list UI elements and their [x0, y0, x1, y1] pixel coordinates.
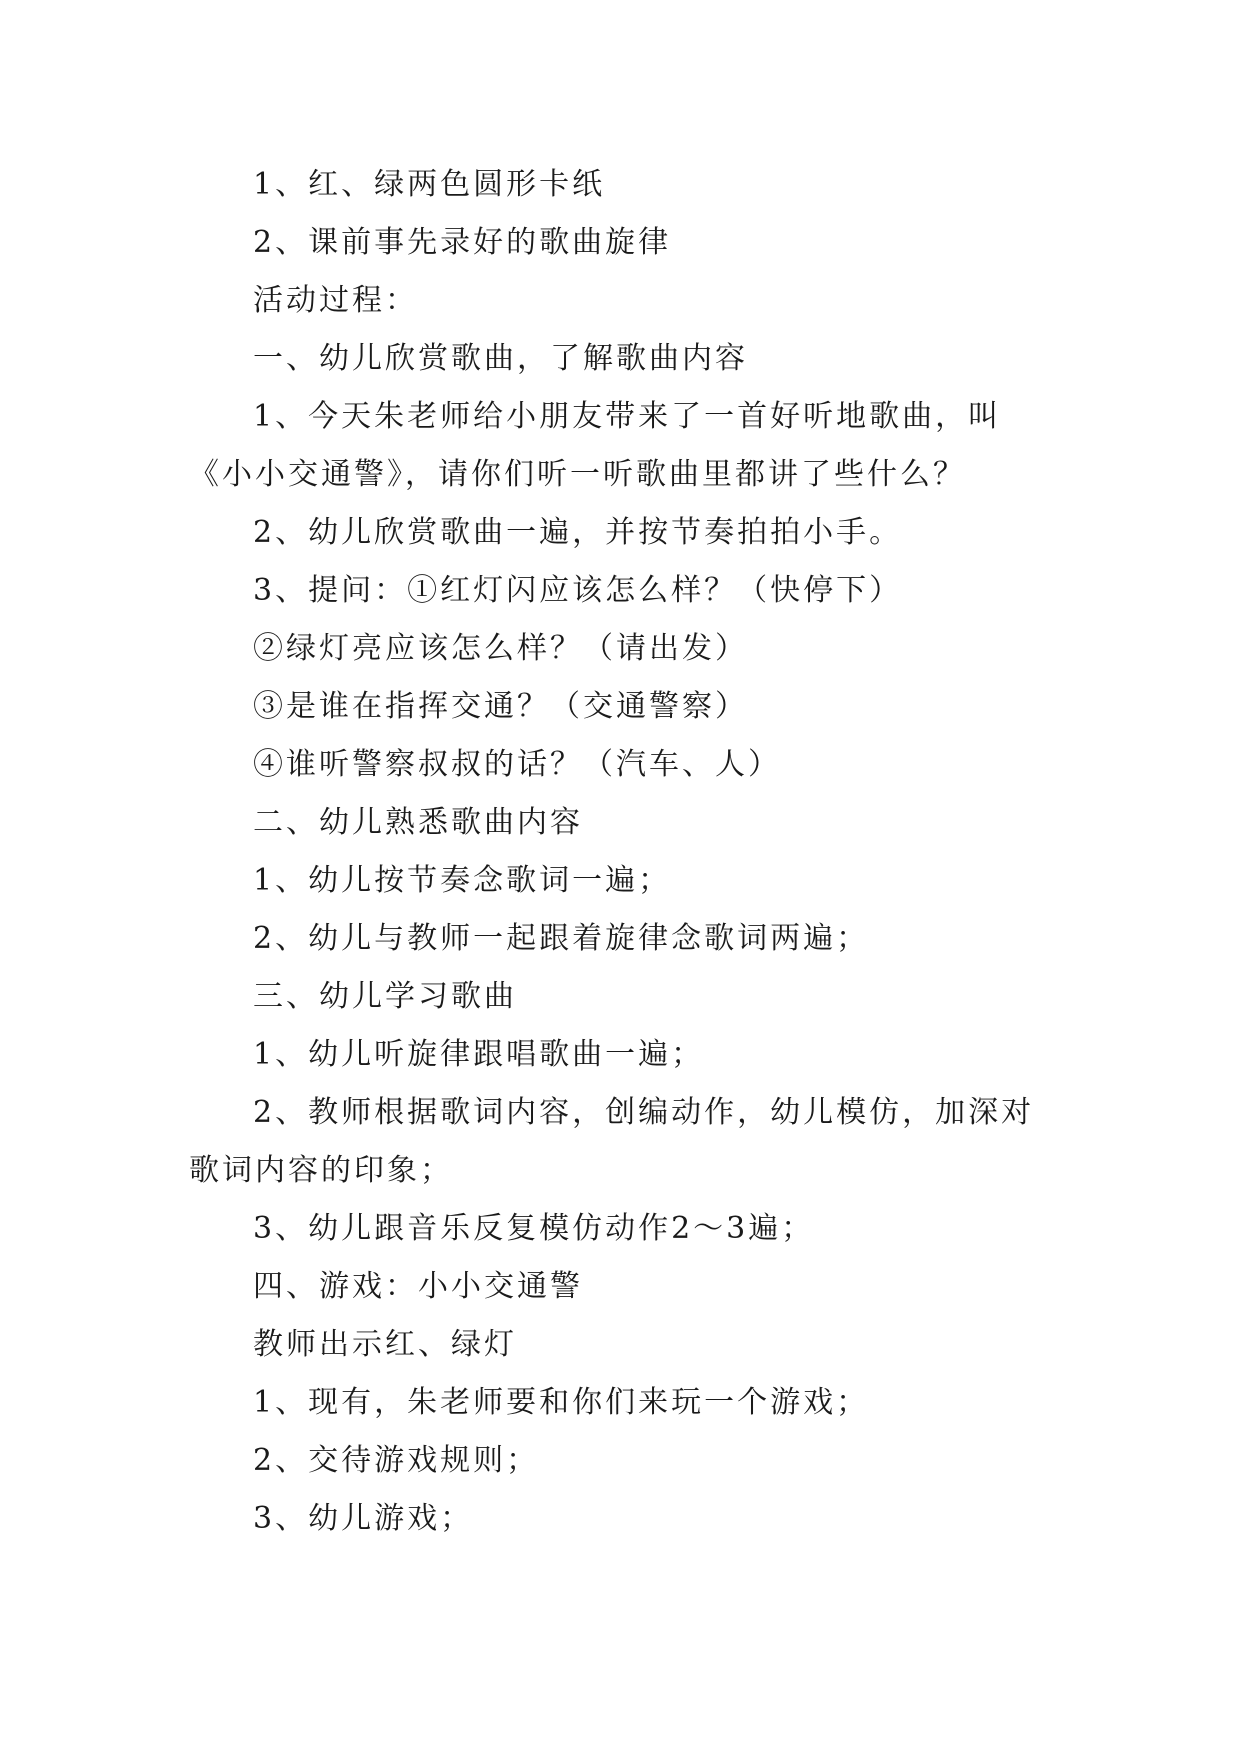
paragraph-3-2: 2、教师根据歌词内容，创编动作，幼儿模仿，加深对歌词内容的印象；	[189, 1095, 1035, 1188]
section-heading-3: 三、幼儿学习歌曲	[253, 979, 517, 1014]
paragraph-4-1: 1、现有，朱老师要和你们来玩一个游戏；	[253, 1385, 870, 1420]
paragraph-4-intro: 教师出示红、绿灯	[253, 1327, 517, 1362]
paragraph-materials-2: 2、课前事先录好的歌曲旋律	[253, 225, 672, 260]
paragraph-2-2: 2、幼儿与教师一起跟着旋律念歌词两遍；	[253, 921, 870, 956]
paragraph-4-2: 2、交待游戏规则；	[253, 1443, 540, 1478]
paragraph-4-3: 3、幼儿游戏；	[253, 1501, 474, 1536]
paragraph-question-3: ③是谁在指挥交通？（交通警察）	[253, 689, 748, 724]
paragraph-3-3: 3、幼儿跟音乐反复模仿动作2～3遍；	[253, 1211, 815, 1246]
paragraph-3-1: 1、幼儿听旋律跟唱歌曲一遍；	[253, 1037, 705, 1072]
section-heading-1: 一、幼儿欣赏歌曲，了解歌曲内容	[253, 341, 748, 376]
paragraph-1-2: 2、幼儿欣赏歌曲一遍，并按节奏拍拍小手。	[253, 515, 903, 550]
section-heading-4: 四、游戏：小小交通警	[253, 1269, 583, 1304]
paragraph-2-1: 1、幼儿按节奏念歌词一遍；	[253, 863, 672, 898]
section-heading-process: 活动过程：	[253, 283, 418, 318]
paragraph-materials-1: 1、红、绿两色圆形卡纸	[253, 167, 606, 202]
paragraph-question-4: ④谁听警察叔叔的话？（汽车、人）	[253, 747, 781, 782]
document-body	[189, 156, 1051, 1548]
section-heading-2: 二、幼儿熟悉歌曲内容	[253, 805, 583, 840]
paragraph-1-1: 1、今天朱老师给小朋友带来了一首好听地歌曲，叫《小小交通警》，请你们听一听歌曲里都讲了些什么？	[189, 399, 1002, 492]
paragraph-question-2: ②绿灯亮应该怎么样？（请出发）	[253, 631, 748, 666]
paragraph-1-3: 3、提问：①红灯闪应该怎么样？（快停下）	[253, 573, 903, 608]
